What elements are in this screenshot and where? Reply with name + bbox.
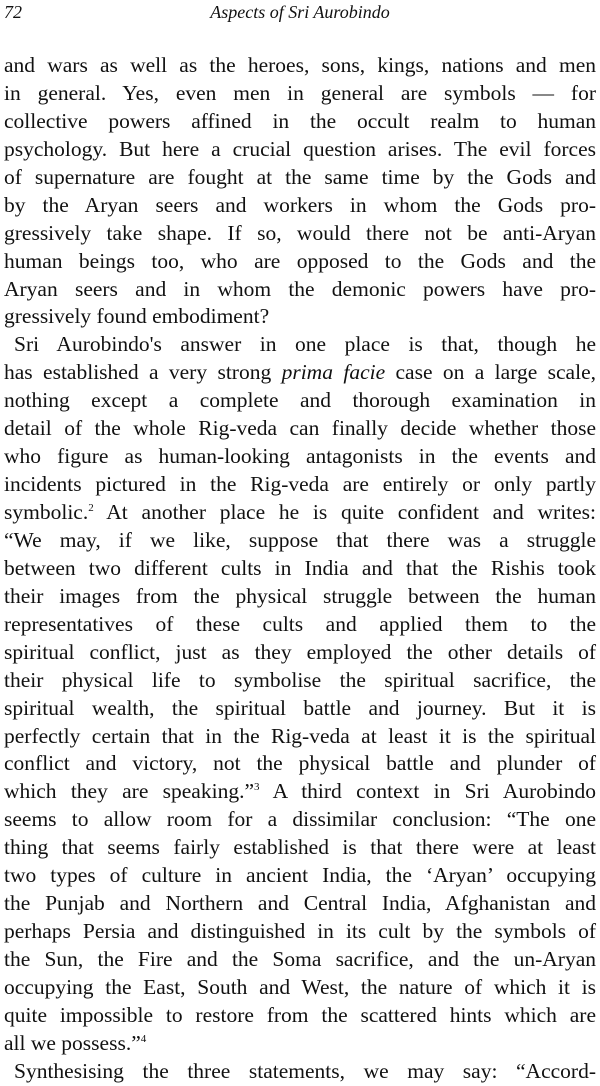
text-segment: spiritual conflict, just as they employed the other details of: [4, 639, 596, 664]
text-segment: case on a large scale,: [385, 360, 596, 385]
text-line: [4, 862, 596, 890]
footnote-ref: 2: [88, 501, 94, 514]
text-segment: who figure as human-looking antagonists in the events and: [4, 444, 596, 469]
text-segment: the Punjab and Northern and Central India, Afghanistan and: [4, 891, 596, 916]
text-line: [4, 164, 596, 192]
text-segment: seems to allow room for a dissimilar conclusion: “The one: [4, 807, 596, 832]
text-line: [4, 359, 596, 387]
text-segment: At another place he is quite confident and writes:: [93, 500, 596, 524]
text-line: [4, 1030, 596, 1058]
text-segment: spiritual wealth, the spiritual battle and journey. But it is: [4, 695, 596, 720]
text-segment: in general. Yes, even men in general are symbols — for: [4, 80, 596, 105]
text-line: [4, 946, 596, 974]
text-segment: and wars as well as the heroes, sons, kings, nations and men: [4, 53, 596, 77]
text-segment: psychology. But here a crucial question arises. The evil forces: [4, 136, 596, 161]
page-number: 72: [4, 2, 22, 22]
text-segment: quite impossible to restore from the scattered hints which are: [4, 1002, 596, 1027]
text-segment: Aryan seers and in whom the demonic powers have pro-: [4, 276, 596, 301]
text-segment: all we possess.”: [4, 1030, 141, 1055]
text-line: [4, 834, 596, 862]
text-line: [4, 471, 596, 499]
running-title: Aspects of Sri Aurobindo: [210, 2, 390, 22]
text-line: [4, 443, 596, 471]
text-line: [4, 667, 596, 695]
text-line: [4, 276, 596, 304]
italic-phrase: prima facie: [281, 360, 386, 385]
text-line: [4, 136, 596, 164]
text-segment: representatives of these cults and applied them to the: [4, 611, 596, 636]
text-line: [4, 583, 596, 611]
text-segment: of supernature are fought at the same time by the Gods and: [4, 164, 596, 189]
text-line: [4, 108, 596, 136]
text-segment: nothing except a complete and thorough examination in: [4, 388, 596, 413]
text-line: [4, 415, 596, 443]
text-segment: their images from the physical struggle between the human: [4, 583, 596, 608]
text-line: [4, 1002, 596, 1030]
text-line: [4, 974, 596, 1002]
text-line: [4, 723, 596, 751]
text-segment: Sri Aurobindo's answer in one place is that, though he: [14, 332, 596, 357]
text-line: [4, 499, 596, 527]
text-segment: their physical life to symbolise the spiritual sacrifice, the: [4, 667, 596, 692]
footnote-ref: 3: [253, 781, 260, 794]
text-segment: A third context in Sri Aurobindo: [259, 779, 596, 804]
text-line: [4, 220, 596, 248]
text-segment: two types of culture in ancient India, the ‘Aryan’ occupying: [4, 863, 596, 888]
text-line: [4, 80, 596, 108]
text-segment: “We may, if we like, suppose that there was a struggle: [4, 527, 596, 552]
text-line: [4, 52, 596, 80]
text-line: [4, 303, 596, 331]
text-segment: has established a very strong: [4, 360, 282, 385]
text-segment: Synthesising the three statements, we may say: “Accord-: [14, 1058, 596, 1083]
text-segment: incidents pictured in the Rig-veda are entirely or only partly: [4, 472, 596, 497]
text-line: [4, 611, 596, 639]
text-line: [4, 331, 596, 359]
text-segment: thing that seems fairly established is that there were at least: [4, 835, 596, 860]
text-line: [4, 248, 596, 276]
text-line: [4, 527, 596, 555]
text-segment: gressively take shape. If so, would there not be anti-Aryan: [4, 220, 596, 245]
text-line: [4, 1058, 596, 1086]
footnote-ref: 4: [140, 1032, 147, 1045]
text-line: [4, 387, 596, 415]
text-segment: perfectly certain that in the Rig-veda at least it is the spiritual: [4, 723, 596, 748]
text-segment: conflict and victory, not the physical battle and plunder of: [4, 751, 596, 776]
body-text: [4, 52, 596, 1086]
text-segment: which they are speaking.”: [4, 779, 254, 804]
text-segment: collective powers affined in the occult realm to human: [4, 108, 596, 133]
text-segment: by the Aryan seers and workers in whom the Gods pro-: [4, 192, 596, 217]
text-line: [4, 695, 596, 723]
text-segment: gressively found embodiment?: [4, 304, 270, 329]
text-line: [4, 555, 596, 583]
text-line: [4, 639, 596, 667]
text-segment: symbolic.: [4, 500, 89, 524]
text-line: [4, 806, 596, 834]
text-segment: the Sun, the Fire and the Soma sacrifice, and the un-Aryan: [4, 947, 596, 971]
text-segment: perhaps Persia and distinguished in its cult by the symbols of: [4, 919, 596, 944]
text-line: [4, 890, 596, 918]
text-line: [4, 192, 596, 220]
text-segment: human beings too, who are opposed to the Gods and the: [4, 248, 596, 273]
page-header: [4, 0, 596, 30]
text-segment: occupying the East, South and West, the nature of which it is: [4, 974, 596, 999]
text-segment: between two different cults in India and that the Rishis took: [4, 555, 596, 580]
text-line: [4, 918, 596, 946]
text-line: [4, 750, 596, 778]
text-segment: detail of the whole Rig-veda can finally decide whether those: [4, 416, 596, 441]
text-line: [4, 778, 596, 806]
